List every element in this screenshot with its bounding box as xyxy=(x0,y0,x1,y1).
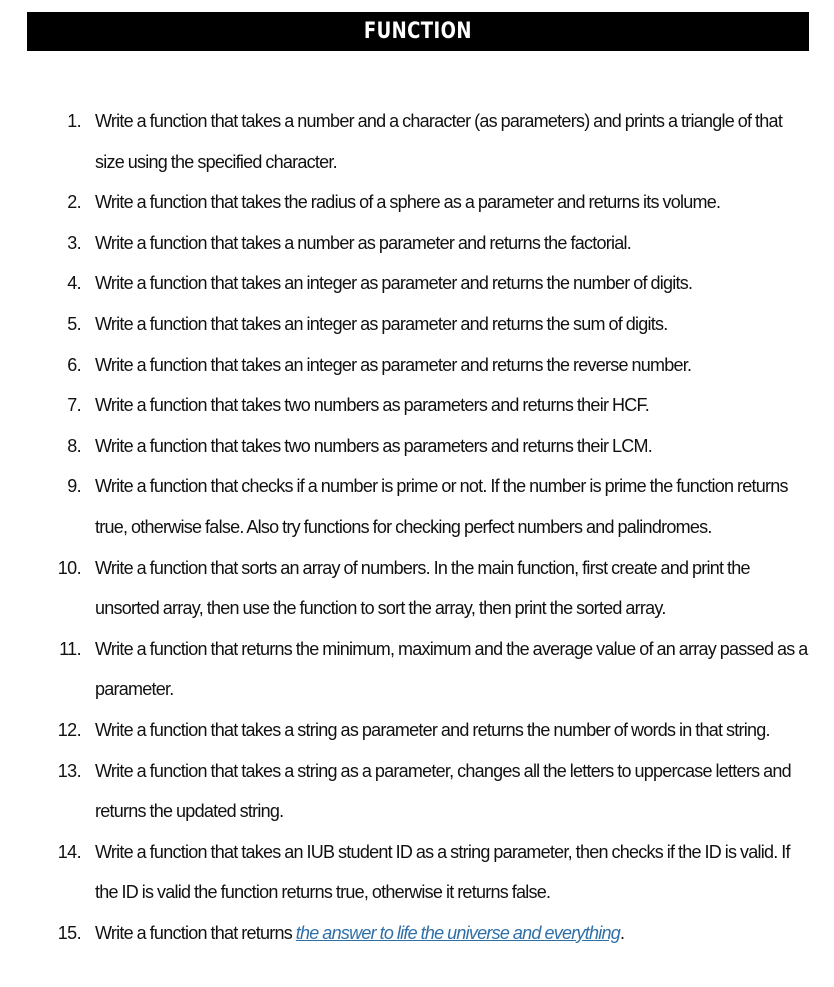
answer-link[interactable]: the answer to life the universe and everything xyxy=(295,922,620,943)
task-item-8 xyxy=(0,426,834,467)
task-number: 9. xyxy=(67,476,81,497)
task-number: 4. xyxy=(67,273,81,294)
task-number: 10. xyxy=(57,557,81,578)
task-text: Write a function that takes two numbers as parameters and returns their LCM. xyxy=(95,435,652,456)
task-text: Write a function that sorts an array of numbers. In the main function, first create and print the unsorted array, then use the function to sort the array, then print the sorted array. xyxy=(95,557,750,619)
task-item-14 xyxy=(0,832,834,913)
task-item-11 xyxy=(0,629,834,710)
task-number: 5. xyxy=(67,313,81,334)
task-text: Write a function that takes a string as parameter and returns the number of words in that string. xyxy=(95,719,770,740)
task-text-trail: . xyxy=(620,922,625,943)
task-text: Write a function that takes an integer as parameter and returns the number of digits. xyxy=(95,273,693,294)
task-text: Write a function that checks if a number is prime or not. If the number is prime the function returns true, otherwise false. Also try functions for checking perfect numbers and palindromes. xyxy=(95,476,788,537)
task-item-15 xyxy=(0,913,834,954)
task-text-lead: Write a function that returns xyxy=(95,922,296,943)
task-number: 12. xyxy=(57,719,81,740)
task-text: Write a function that takes the radius of a sphere as a parameter and returns its volume. xyxy=(95,192,721,213)
task-item-2 xyxy=(0,182,834,223)
task-text: Write a function that returns the minimum, maximum and the average value of an array passed as a parameter. xyxy=(95,638,808,700)
page-title: FUNCTION xyxy=(363,18,473,44)
task-number: 15. xyxy=(57,922,81,943)
task-number: 14. xyxy=(57,841,81,862)
task-text: Write a function that takes an integer as parameter and returns the reverse number. xyxy=(95,354,692,375)
task-number: 11. xyxy=(59,638,81,659)
task-text: Write a function that takes an integer as parameter and returns the sum of digits. xyxy=(95,313,668,334)
task-number: 8. xyxy=(67,435,81,456)
task-number: 3. xyxy=(67,232,81,253)
task-number: 2. xyxy=(67,192,81,213)
task-list xyxy=(0,101,834,953)
task-text: Write a function that takes a string as a parameter, changes all the letters to uppercase letters and returns the updated string. xyxy=(95,760,791,822)
task-item-1 xyxy=(0,101,834,182)
task-item-9 xyxy=(0,466,834,547)
task-number: 7. xyxy=(67,395,81,416)
task-text: Write a function that takes an IUB student ID as a string parameter, then checks if the ID is valid. If the ID is valid the function returns true, otherwise it returns false. xyxy=(95,841,790,903)
task-number: 13. xyxy=(57,760,81,781)
task-item-7 xyxy=(0,385,834,426)
header-bar xyxy=(27,12,809,51)
task-number: 1. xyxy=(67,111,81,131)
task-item-4 xyxy=(0,263,834,304)
task-text: Write a function that takes a number as parameter and returns the factorial. xyxy=(95,232,631,253)
task-item-5 xyxy=(0,304,834,345)
task-item-12 xyxy=(0,710,834,751)
task-item-3 xyxy=(0,223,834,264)
task-text xyxy=(95,913,813,954)
task-text: Write a function that takes a number and a character (as parameters) and prints a triangle of that size using the specified character. xyxy=(95,111,783,172)
task-text: Write a function that takes two numbers as parameters and returns their HCF. xyxy=(95,395,649,416)
task-item-6 xyxy=(0,345,834,386)
task-number: 6. xyxy=(67,354,81,375)
task-item-10 xyxy=(0,548,834,629)
task-item-13 xyxy=(0,751,834,832)
